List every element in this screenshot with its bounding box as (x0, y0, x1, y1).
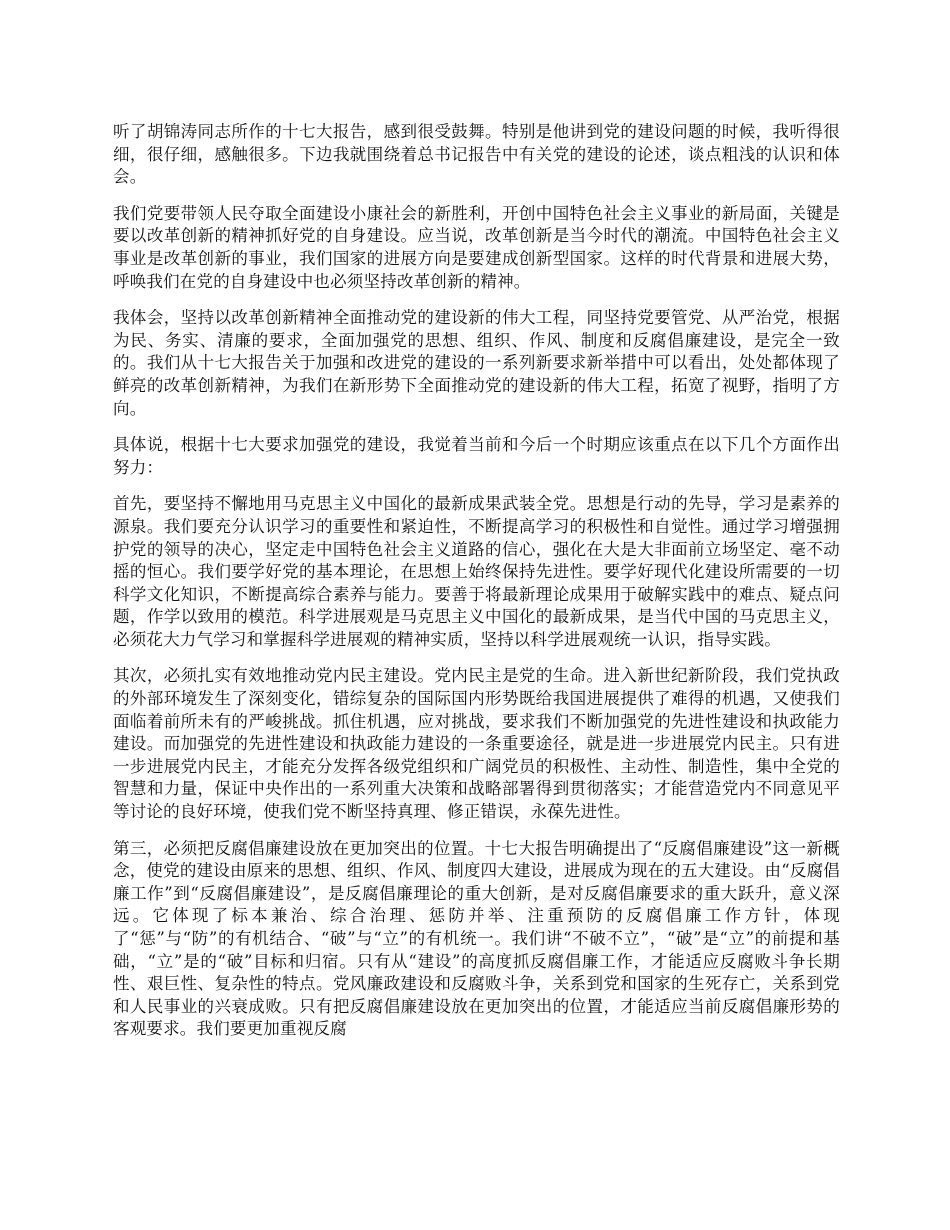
paragraph-third-point: 第三，必须把反腐倡廉建设放在更加突出的位置。十七大报告明确提出了“反腐倡廉建设”这一新概念，使党的建设由原来的思想、组织、作风、制度四大建设，进展成为现在的五大建设。由“反腐倡廉工作”到“反腐倡廉建设”，是反腐倡廉理论的重大创新，是对反腐倡廉要求的重大跃升，意义深远。它体现了标本兼治、综合治理、惩防并举、注重预防的反腐倡廉工作方针，体现了“惩”与“防”的有机结合、“破”与“立”的有机统一。我们讲“不破不立”，“破”是“立”的前提和基础，“立”是的“破”目标和归宿。只有从“建设”的高度抓反腐倡廉工作，才能适应反腐败斗争长期性、艰巨性、复杂性的特点。党风廉政建设和反腐败斗争，关系到党和国家的生死存亡，关系到党和人民事业的兴衰成败。只有把反腐倡廉建设放在更加突出的位置，才能适应当前反腐倡廉形势的客观要求。我们要更加重视反腐 (113, 838, 840, 1039)
paragraph-intro: 听了胡锦涛同志所作的十七大报告，感到很受鼓舞。特别是他讲到党的建设问题的时候，我听得很细，很仔细，感触很多。下边我就围绕着总书记报告中有关党的建设的论述，谈点粗浅的认识和体会。 (113, 122, 840, 187)
paragraph-focus-areas: 具体说，根据十七大要求加强党的建设，我觉着当前和今后一个时期应该重点在以下几个方面作出努力： (113, 435, 840, 477)
paragraph-personal-understanding: 我体会，坚持以改革创新精神全面推动党的建设新的伟大工程，同坚持党要管党、从严治党，根据为民、务实、清廉的要求，全面加强党的思想、组织、作风、制度和反腐倡廉建设，是完全一致的。我们从十七大报告关于加强和改进党的建设的一系列新要求新举措中可以看出，处处都体现了鲜亮的改革创新精神，为我们在新形势下全面推动党的建设新的伟大工程，拓宽了视野，指明了方向。 (113, 308, 840, 418)
paragraph-reform-innovation: 我们党要带领人民夺取全面建设小康社会的新胜利，开创中国特色社会主义事业的新局面，关键是要以改革创新的精神抓好党的自身建设。应当说，改革创新是当今时代的潮流。中国特色社会主义事业是改革创新的事业，我们国家的进展方向是要建成创新型国家。这样的时代背景和进展大势，呼唤我们在党的自身建设中也必须坚持改革创新的精神。 (113, 203, 840, 291)
paragraph-second-point: 其次，必须扎实有效地推动党内民主建设。党内民主是党的生命。进入新世纪新阶段，我们党执政的外部环境发生了深刻变化，错综复杂的国际国内形势既给我国进展提供了难得的机遇，又使我们面临着前所未有的严峻挑战。抓住机遇，应对挑战，要求我们不断加强党的先进性建设和执政能力建设。而加强党的先进性建设和执政能力建设的一条重要途径，就是进一步进展党内民主。只有进一步进展党内民主，才能充分发挥各级党组织和广阔党员的积极性、主动性、制造性，集中全党的智慧和力量，保证中央作出的一系列重大决策和战略部署得到贯彻落实；才能营造党内不同意见平等讨论的良好环境，使我们党不断坚持真理、修正错误，永葆先进性。 (113, 666, 840, 822)
paragraph-first-point: 首先，要坚持不懈地用马克思主义中国化的最新成果武装全党。思想是行动的先导，学习是素养的源泉。我们要充分认识学习的重要性和紧迫性，不断提高学习的积极性和自觉性。通过学习增强拥护党的领导的决心，坚定走中国特色社会主义道路的信心，强化在大是大非面前立场坚定、毫不动摇的恒心。我们要学好党的基本理论，在思想上始终保持先进性。要学好现代化建设所需要的一切科学文化知识，不断提高综合素养与能力。要善于将最新理论成果用于破解实践中的难点、疑点问题，作学以致用的模范。科学进展观是马克思主义中国化的最新成果，是当代中国的马克思主义，必须花大力气学习和掌握科学进展观的精神实质，坚持以科学进展观统一认识，指导实践。 (113, 494, 840, 649)
document-body (113, 121, 840, 1055)
